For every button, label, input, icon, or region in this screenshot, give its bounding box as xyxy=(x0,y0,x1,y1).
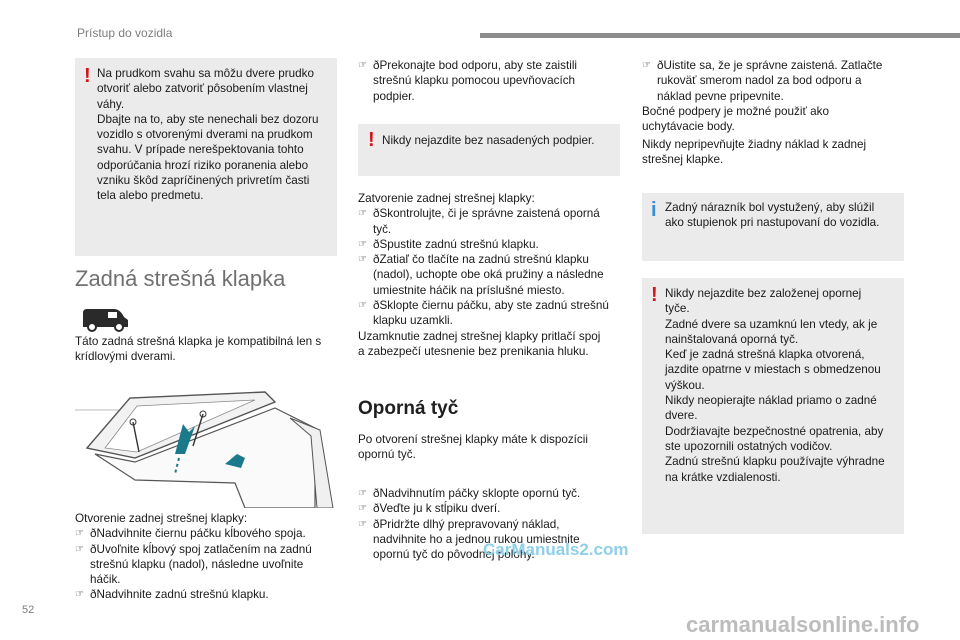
list-item: ð ☞ Spustite zadnú strešnú klapku. xyxy=(358,237,626,252)
warning-text-support-bar: Nikdy nejazdite bez založenej opornej tyče. Zadné dvere sa uzamknú len vtedy, ak je nainštalovaná oporná tyč. Keď je zadná strešná klapka otvorená, jazdite opatrne v miestach s obmedzenou výškou. Nikdy neopierajte náklad priamo o zadné dvere. Dodržiavajte bezpečnostné opatrenia, aby ste upozornili ostatných vodičov. Zadnú strešnú klapku používajte výhradne na krátke vzdialenosti. xyxy=(665,287,885,484)
close-instructions: Zatvorenie zadnej strešnej klapky: ð ☞ Skontrolujte, či je správne zaistená oporná tyč. ð ☞ Spustite zadnú strešnú klapku. ð ☞ Zatiaľ čo tlačíte na zadnú strešnú klapku (nadol), uchopte obe oká pružiny a následne umiestnite háčik na príslušné miesto. ð ☞ Sklopte čiernu páčku, aby ste zadnú strešnú klapku uzamkli. Uzamknutie zadnej strešnej klapky pritlačí spoj a zabezpečí utesnenie bez prenikania hluku. xyxy=(358,191,626,359)
watermark-bottom: carmanualsonline.info xyxy=(686,612,920,637)
list-item: ð ☞ Veďte ju k stĺpiku dverí. xyxy=(358,501,623,516)
heading-support-bar: Oporná tyč xyxy=(358,398,459,419)
list-item: ð ☞ Uvoľnite kĺbový spoj zatlačením na zadnú strešnú klapku (nadol), následne uvoľnite háčik. xyxy=(75,542,340,588)
warning-box-supports xyxy=(358,124,620,176)
list-item: ð ☞ Pridržte dlhý prepravovaný náklad, nadvihnite ho a jednou rukou umiestnite opornú tyč do pôvodnej polohy. xyxy=(358,517,623,563)
bar-intro: Po otvorení strešnej klapky máte k dispozícii opornú tyč. xyxy=(358,433,588,462)
van-icon xyxy=(80,305,130,333)
list-item: ð ☞ Uistite sa, že je správne zaistená. Zatlačte rukoväť smerom nadol za bod odporu a náklad pevne pripevnite. xyxy=(642,58,907,104)
step-secure: ð ☞ Uistite sa, že je správne zaistená. Zatlačte rukoväť smerom nadol za bod odporu a náklad pevne pripevnite. Bočné podpery je možné použiť ako uchytávacie body. xyxy=(642,58,907,134)
rear-roof-flap-illustration xyxy=(75,388,337,508)
step-prop-lock xyxy=(358,58,623,104)
list-item: ð ☞ Skontrolujte, či je správne zaistená oporná tyč. xyxy=(358,206,626,237)
list-item: ð ☞ Sklopte čiernu páčku, aby ste zadnú strešnú klapku uzamkli. xyxy=(358,298,626,329)
warning-icon: ! xyxy=(368,129,375,151)
open-instructions: Otvorenie zadnej strešnej klapky: ð ☞ Nadvihnite čiernu páčku kĺbového spoja. ð ☞ Uvoľnite kĺbový spoj zatlačením na zadnú strešnú klapku (nadol), následne uvoľnite háčik. ð ☞ Nadvihnite zadnú strešnú klapku. xyxy=(75,511,340,603)
list-item: ð ☞ Zatiaľ čo tlačíte na zadnú strešnú klapku (nadol), uchopte obe oká pružiny a následne umiestnite háčik na príslušné miesto. xyxy=(358,252,626,298)
intro-text: Táto zadná strešná klapka je kompatibilná len s krídlovými dverami. xyxy=(75,335,322,364)
warning-text-supports: Nikdy nejazdite bez nasadených podpier. xyxy=(382,134,595,147)
info-icon: i xyxy=(651,199,657,221)
warning-icon: ! xyxy=(84,65,91,87)
list-item: ð ☞ Prekonajte bod odporu, aby ste zaistili strešnú klapku pomocou upevňovacích podpier. xyxy=(358,58,623,104)
list-item: ð ☞ Nadvihnite zadnú strešnú klapku. xyxy=(75,587,340,602)
list-item: ð ☞ Nadvihnutím páčky sklopte opornú tyč. xyxy=(358,486,623,501)
warning-icon: ! xyxy=(651,284,658,306)
watermark-center: CarManuals2.com xyxy=(483,540,629,559)
warning-text-slope: Na prudkom svahu sa môžu dvere prudko otvoriť alebo zatvoriť pôsobením vlastnej váhy. Dbajte na to, aby ste nenechali bez dozoru vozidlo s otvorenými dverami na prudkom svahu. V prípade nerešpektovania tohto odporúčania hrozí riziko poranenia alebo vzniku škôd zapríčinených privretím časti tela alebo predmetu. xyxy=(97,67,319,203)
section-title: Prístup do vozidla xyxy=(77,26,173,40)
heading-rear-roof-flap: Zadná strešná klapka xyxy=(75,266,286,291)
info-text-bumper: Zadný nárazník bol vystužený, aby slúžil ako stupienok pri nastupovaní do vozidla. xyxy=(665,201,880,230)
header-bar xyxy=(480,33,960,38)
page-number: 52 xyxy=(22,604,35,616)
no-load-text: Nikdy nepripevňujte žiadny náklad k zadnej strešnej klapke. xyxy=(642,138,867,167)
list-item: ð ☞ Nadvihnite čiernu páčku kĺbového spoja. xyxy=(75,526,340,541)
